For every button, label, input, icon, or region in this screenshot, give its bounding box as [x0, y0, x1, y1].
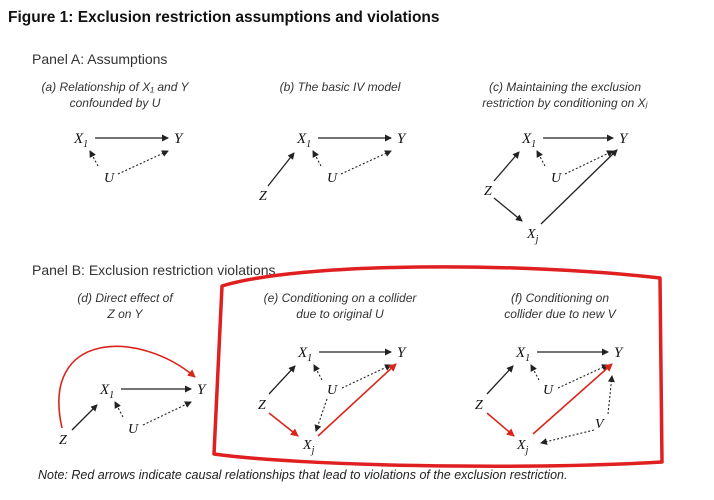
- node-x1: $X_1$: [74, 131, 89, 150]
- diagram-b: [259, 131, 407, 204]
- node-u: U: [327, 383, 338, 398]
- arrow-u-y: [565, 151, 613, 174]
- caption-f: (f) Conditioning on collider due to new V: [504, 291, 616, 321]
- node-x1: $X_1$: [100, 382, 115, 401]
- node-xj: $X_j$: [517, 438, 529, 456]
- node-u: U: [327, 171, 338, 186]
- node-xj: $X_j$: [303, 438, 315, 456]
- panel-a-title: Panel A: Assumptions: [32, 51, 168, 67]
- arrow-z-x1: [268, 153, 294, 186]
- arrow-z-x1: [494, 152, 519, 181]
- arrow-u-y: [558, 365, 608, 388]
- node-u: U: [128, 422, 139, 437]
- node-y: Y: [619, 131, 628, 147]
- arrow-z-x1: [487, 366, 513, 394]
- node-y: Y: [614, 345, 623, 361]
- figure-note: Note: Red arrows indicate causal relationships that lead to violations of the exclusion restriction.: [38, 468, 568, 482]
- arrow-u-xj: [316, 399, 327, 431]
- node-xj: $X_j$: [527, 227, 539, 245]
- arrow-v-xj: [541, 430, 594, 443]
- node-z: Z: [258, 398, 266, 413]
- arrow-u-y: [118, 151, 168, 174]
- node-y: Y: [397, 345, 406, 361]
- arrow-z-x1: [72, 405, 97, 430]
- node-u: U: [543, 383, 554, 398]
- node-u: U: [551, 171, 562, 186]
- node-z: Z: [59, 433, 67, 448]
- node-z: Z: [475, 398, 483, 413]
- caption-b: (b) The basic IV model: [279, 80, 401, 94]
- caption-a: (a) Relationship of X₁ and Y confounded by U: [41, 80, 189, 110]
- arrow-u-x1: [115, 402, 123, 417]
- arrow-z-y-direct: [59, 346, 195, 428]
- node-y: Y: [197, 382, 206, 398]
- arrow-xj-y: [541, 150, 617, 224]
- node-x1: $X_1$: [297, 131, 312, 150]
- node-x1: $X_1$: [298, 345, 313, 364]
- arrow-v-y: [608, 376, 612, 414]
- arrow-z-xj: [487, 413, 514, 436]
- diagram-d: [59, 346, 207, 448]
- node-z: Z: [259, 189, 267, 204]
- node-z: Z: [484, 184, 492, 199]
- node-u: U: [104, 171, 115, 186]
- caption-e: (e) Conditioning on a collider due to original U: [263, 291, 417, 321]
- node-v: V: [595, 417, 604, 432]
- arrow-u-y: [341, 151, 391, 174]
- node-y: Y: [397, 131, 406, 147]
- arrow-u-x1: [537, 151, 545, 166]
- arrow-u-x1: [90, 151, 98, 166]
- diagram-a: [73, 131, 184, 186]
- arrow-u-x1: [531, 365, 539, 380]
- caption-d: (d) Direct effect of Z on Y: [77, 291, 173, 321]
- arrow-u-x1: [313, 151, 321, 166]
- arrow-z-xj: [494, 198, 522, 221]
- caption-c: (c) Maintaining the exclusion restriction by conditioning on Xⱼ: [482, 80, 648, 110]
- panel-b-title: Panel B: Exclusion restriction violations: [32, 262, 276, 278]
- node-x1: $X_1$: [522, 131, 537, 150]
- highlight-box: [214, 267, 662, 466]
- figure-title: Figure 1: Exclusion restriction assumptions and violations: [8, 9, 440, 26]
- arrow-u-x1: [314, 365, 322, 380]
- arrow-u-y: [143, 402, 191, 425]
- arrow-z-xj: [269, 413, 298, 436]
- diagram-f: [475, 345, 624, 456]
- arrow-xj-y: [318, 364, 396, 436]
- node-x1: $X_1$: [516, 345, 531, 364]
- node-y: Y: [174, 131, 183, 147]
- diagram-e: [258, 345, 407, 456]
- diagram-c: [484, 131, 629, 245]
- arrow-u-y: [342, 365, 391, 388]
- arrow-z-x1: [269, 366, 295, 394]
